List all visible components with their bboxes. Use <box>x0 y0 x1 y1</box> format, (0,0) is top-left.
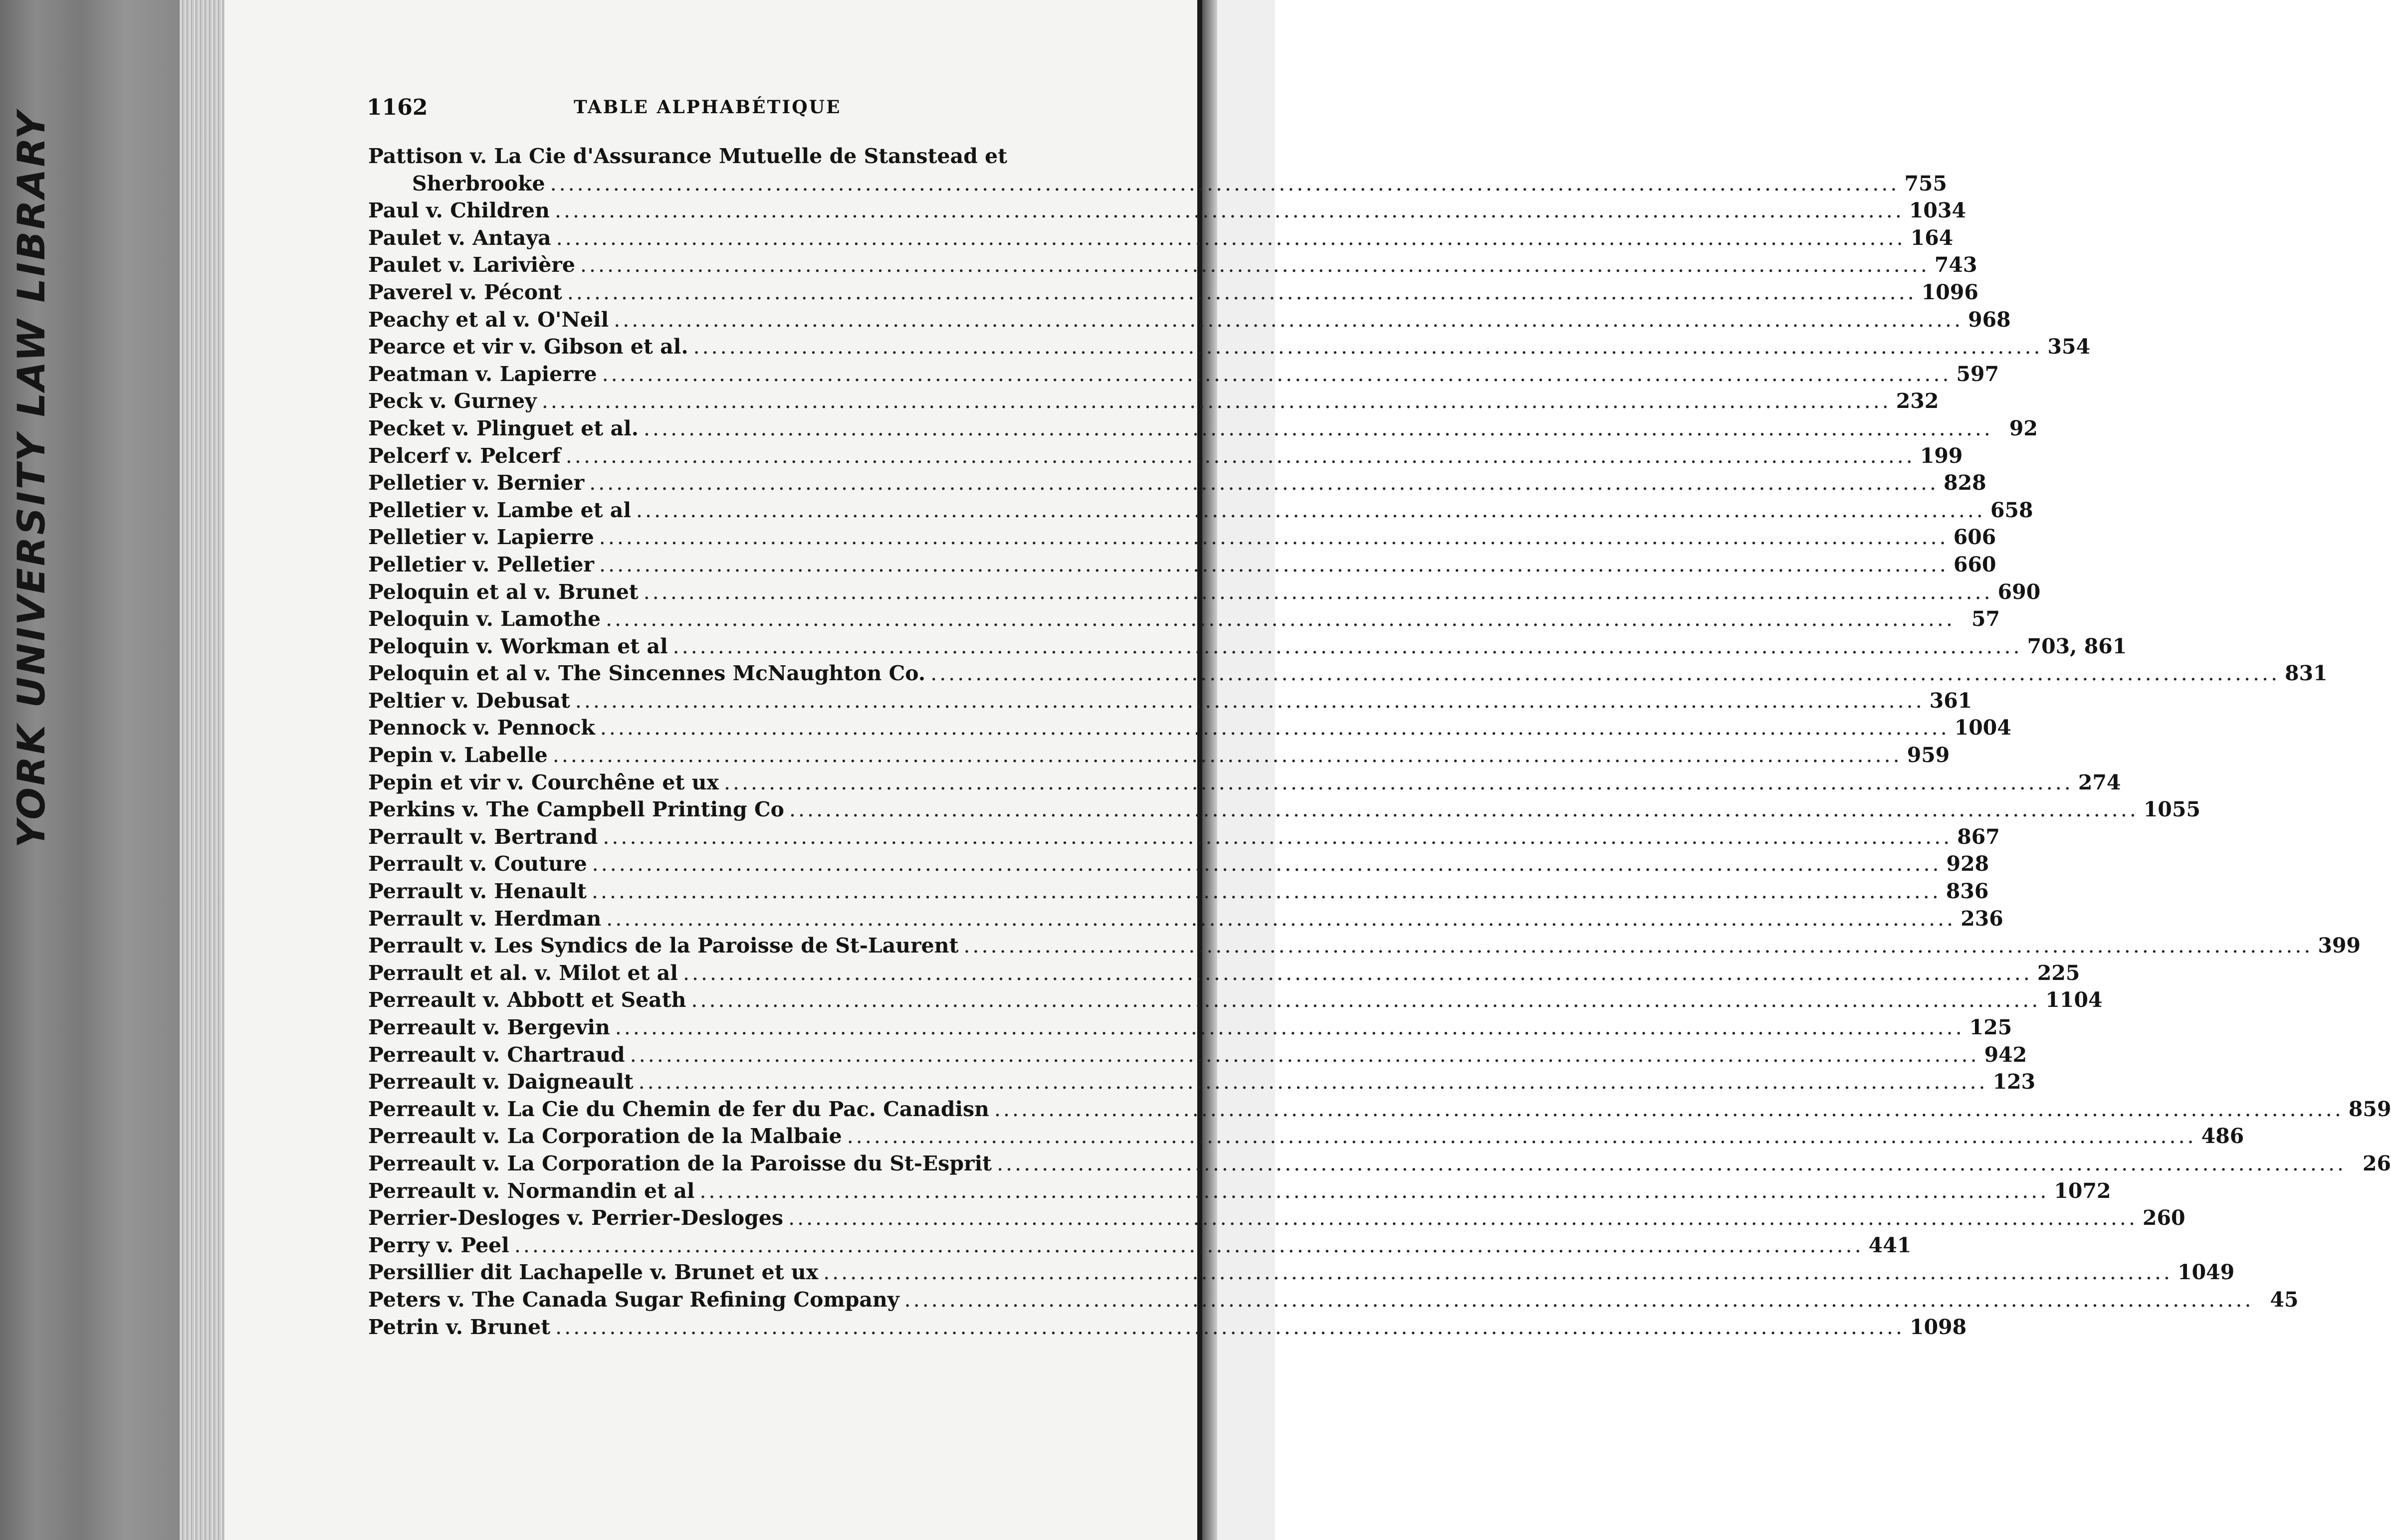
leader-dots <box>997 1152 2346 1175</box>
entry-page: 703, 861 <box>2027 634 2127 658</box>
leader-dots <box>823 1260 2173 1284</box>
entry-page: 1049 <box>2177 1260 2235 1285</box>
index-entry <box>368 552 1996 580</box>
running-title: TABLE ALPHABÉTIQUE <box>574 97 842 118</box>
entry-name: Peters v. The Canada Sugar Refining Company <box>368 1287 899 1312</box>
entry-name: Pelcerf v. Pelcerf <box>368 443 561 468</box>
leader-dots <box>603 825 1952 849</box>
leader-dots <box>589 471 1939 495</box>
entry-name: Peloquin v. Lamothe <box>368 607 601 631</box>
leader-dots <box>699 1179 2049 1203</box>
index-entry <box>368 198 1966 226</box>
leader-dots <box>636 498 1985 522</box>
entry-name: Perreault v. La Corporation de la Malbaie <box>368 1124 842 1149</box>
leader-dots <box>606 607 1955 631</box>
page-number: 1162 <box>367 95 428 120</box>
index-entry <box>368 443 1963 471</box>
index-entry <box>368 1287 2299 1315</box>
leader-dots <box>683 961 2032 985</box>
leader-dots <box>673 634 2022 658</box>
index-entry <box>368 743 1950 770</box>
index-entry <box>368 362 1999 389</box>
entry-page: 606 <box>1953 525 1996 550</box>
index-entry <box>368 471 1986 498</box>
index-entry <box>368 498 2033 526</box>
entry-name: Pattison v. La Cie d'Assurance Mutuelle de Stanstead et <box>368 144 1008 168</box>
index-entry <box>368 1206 2185 1233</box>
entry-name: Pearce et vir v. Gibson et al. <box>368 335 688 359</box>
leader-dots <box>592 879 1941 903</box>
index-entries <box>368 144 2391 1342</box>
entry-name: Peatman v. Lapierre <box>368 362 597 386</box>
index-entry <box>368 1178 2111 1206</box>
leader-dots <box>542 389 1891 413</box>
entry-page: 45 <box>2270 1287 2299 1312</box>
entry-name: Perrier-Desloges v. Perrier-Desloges <box>368 1206 784 1230</box>
leader-dots <box>847 1124 2196 1148</box>
entry-name: Perrault v. Henault <box>368 879 587 904</box>
entry-name: Perry v. Peel <box>368 1233 509 1257</box>
index-entry <box>368 525 1996 553</box>
entry-page: 1096 <box>1921 280 1978 304</box>
leader-dots <box>555 1315 1905 1339</box>
entry-page: 831 <box>2285 661 2328 686</box>
index-entry <box>368 661 2328 689</box>
index-entry <box>368 1015 2012 1043</box>
entry-name: Pelletier v. Lapierre <box>368 525 594 550</box>
entry-page: 836 <box>1946 879 1989 904</box>
leader-dots <box>964 934 2313 958</box>
leader-dots <box>556 226 1906 250</box>
entry-name: Peltier v. Debusat <box>368 688 570 713</box>
entry-name: Paulet v. Larivière <box>368 253 575 277</box>
entry-page: 57 <box>1971 607 2000 631</box>
leader-dots <box>644 416 1993 440</box>
entry-name: Perreault v. Abbott et Seath <box>368 988 686 1012</box>
entry-name: Sherbrooke <box>412 171 545 195</box>
leader-dots <box>788 1206 2138 1230</box>
entry-name: Pecket v. Plinguet et al. <box>368 416 639 440</box>
entry-name: Pelletier v. Lambe et al <box>368 498 632 522</box>
entry-name: Peck v. Gurney <box>368 389 537 413</box>
entry-page: 260 <box>2143 1206 2185 1230</box>
entry-page: 1072 <box>2054 1178 2111 1203</box>
leader-dots <box>691 988 2040 1012</box>
entry-page: 225 <box>2037 961 2080 985</box>
leader-dots <box>930 661 2280 685</box>
entry-page: 658 <box>1990 498 2033 522</box>
index-entry <box>368 1042 2027 1070</box>
index-entry <box>368 171 1948 199</box>
entry-page: 690 <box>1997 579 2041 604</box>
entry-page: 1104 <box>2045 988 2103 1012</box>
leader-dots <box>555 198 1904 222</box>
entry-name: Pelletier v. Pelletier <box>368 552 595 577</box>
entry-page: 199 <box>1920 443 1963 468</box>
index-entry <box>368 1315 1967 1343</box>
entry-page: 867 <box>1957 824 2000 849</box>
entry-name: Paulet v. Antaya <box>368 225 551 250</box>
entry-name: Perrault v. Les Syndics de la Paroisse de St-Laurent <box>368 934 959 958</box>
index-entry <box>368 1151 2391 1179</box>
entry-page: 1055 <box>2143 797 2201 822</box>
entry-name: Perrault v. Bertrand <box>368 824 598 849</box>
entry-name: Peloquin et al v. The Sincennes McNaughton Co. <box>368 661 926 686</box>
index-entry <box>368 144 1077 172</box>
leader-dots <box>553 743 1902 767</box>
entry-page: 597 <box>1956 362 1999 386</box>
entry-name: Peloquin v. Workman et al <box>368 634 668 658</box>
leader-dots <box>904 1288 2254 1312</box>
entry-name: Perrault v. Couture <box>368 852 587 876</box>
page-edges <box>180 0 224 1540</box>
index-entry <box>368 607 2000 634</box>
index-entry <box>368 335 2091 362</box>
entry-page: 1098 <box>1910 1315 1967 1339</box>
leader-dots <box>614 308 1963 332</box>
index-entry <box>368 416 2038 444</box>
leader-dots <box>567 280 1917 304</box>
leader-dots <box>789 797 2139 821</box>
entry-name: Paul v. Children <box>368 198 550 223</box>
index-entry <box>368 579 2041 607</box>
leader-dots <box>600 716 1950 740</box>
entry-page: 1034 <box>1909 198 1966 223</box>
index-entry <box>368 879 1989 907</box>
entry-name: Pelletier v. Bernier <box>368 471 585 495</box>
entry-page: 92 <box>2009 416 2038 440</box>
index-entry <box>368 852 1989 879</box>
entry-page: 486 <box>2201 1124 2244 1149</box>
leader-dots <box>639 1070 1988 1094</box>
entry-page: 361 <box>1929 688 1972 713</box>
entry-page: 354 <box>2047 335 2091 359</box>
library-stamp: YORK UNIVERSITY LAW LIBRARY <box>9 110 53 848</box>
entry-name: Perreault v. La Corporation de la Paroisse du St-Esprit <box>368 1151 992 1175</box>
entry-name: Paverel v. Pécont <box>368 280 562 304</box>
entry-name: Perreault v. Bergevin <box>368 1015 610 1039</box>
entry-page: 959 <box>1907 743 1950 768</box>
entry-page: 660 <box>1953 552 1996 577</box>
entry-page: 232 <box>1896 389 1939 413</box>
entry-page: 743 <box>1934 253 1977 277</box>
book-spine <box>0 0 180 1540</box>
entry-name: Perkins v. The Campbell Printing Co <box>368 797 784 822</box>
leader-dots <box>602 362 1952 386</box>
leader-dots <box>693 335 2043 359</box>
leader-dots <box>550 172 1900 195</box>
entry-name: Perrault et al. v. Milot et al <box>368 961 678 985</box>
index-entry <box>368 770 2121 798</box>
entry-page: 968 <box>1968 307 2011 332</box>
entry-page: 164 <box>1910 225 1954 250</box>
entry-name: Peachy et al v. O'Neil <box>368 307 609 332</box>
leader-dots <box>592 852 1942 876</box>
entry-name: Perreault v. Chartraud <box>368 1042 625 1067</box>
entry-name: Persillier dit Lachapelle v. Brunet et ux <box>368 1260 819 1285</box>
entry-page: 123 <box>1992 1070 2036 1094</box>
entry-page: 1004 <box>1954 716 2011 740</box>
page-header <box>367 95 1065 125</box>
index-entry <box>368 988 2103 1015</box>
entry-name: Perreault v. La Cie du Chemin de fer du Pac. Canadisn <box>368 1097 989 1121</box>
entry-name: Perreault v. Normandin et al <box>368 1178 695 1203</box>
entry-name: Pepin et vir v. Courchêne et ux <box>368 770 719 794</box>
entry-page: 274 <box>2078 770 2121 794</box>
index-entry <box>368 824 2000 852</box>
entry-name: Pennock v. Pennock <box>368 716 595 740</box>
index-entry <box>368 1260 2235 1288</box>
leader-dots <box>575 689 1925 713</box>
entry-page: 928 <box>1946 852 1989 876</box>
index-entry <box>368 688 1972 716</box>
leader-dots <box>599 525 1949 549</box>
index-entry <box>368 934 2361 961</box>
entry-page: 755 <box>1904 171 1948 195</box>
index-entry <box>368 961 2080 988</box>
entry-page: 399 <box>2318 934 2361 958</box>
entry-page: 859 <box>2348 1097 2391 1121</box>
index-entry <box>368 634 2127 662</box>
entry-name: Peloquin et al v. Brunet <box>368 579 639 604</box>
index-entry <box>368 1124 2244 1152</box>
leader-dots <box>599 553 1949 577</box>
entry-page: 26 <box>2362 1151 2391 1175</box>
leader-dots <box>514 1233 1864 1257</box>
entry-name: Perreault v. Daigneault <box>368 1070 634 1094</box>
leader-dots <box>630 1043 1979 1067</box>
index-entry <box>368 280 1978 308</box>
entry-page: 828 <box>1944 471 1986 495</box>
index-entry <box>368 906 2003 934</box>
index-entry <box>368 1097 2391 1125</box>
index-entry <box>368 1233 1912 1261</box>
entry-name: Petrin v. Brunet <box>368 1315 551 1339</box>
entry-page: 125 <box>1969 1015 2012 1039</box>
index-entry <box>368 716 2011 743</box>
entry-page: 236 <box>1960 906 2003 931</box>
index-entry <box>368 797 2201 825</box>
leader-dots <box>994 1097 2344 1121</box>
index-entry <box>368 225 1954 253</box>
leader-dots <box>566 444 1915 468</box>
index-entry <box>368 1070 2036 1097</box>
leader-dots <box>644 580 1993 604</box>
index-entry <box>368 307 2011 335</box>
index-entry <box>368 253 1977 280</box>
leader-dots <box>615 1015 1964 1039</box>
index-entry <box>368 389 1939 416</box>
entry-name: Perrault v. Herdman <box>368 906 602 931</box>
leader-dots <box>580 253 1930 277</box>
entry-page: 942 <box>1984 1042 2027 1067</box>
entry-page: 441 <box>1868 1233 1912 1257</box>
leader-dots <box>606 907 1956 931</box>
leader-dots <box>724 770 2073 794</box>
entry-name: Pepin v. Labelle <box>368 743 548 768</box>
